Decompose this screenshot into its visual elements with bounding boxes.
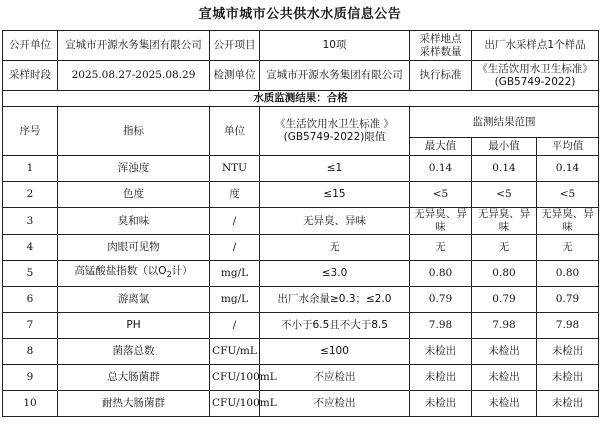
row-max: 0.14: [410, 156, 472, 182]
row-limit: ≤1: [260, 156, 410, 182]
col-limit-header: 《生活饮用水卫生标准 》 (GB5749-2022)限值: [260, 107, 410, 156]
table-row: [3, 287, 599, 313]
row-indicator-text: 高锰酸盐指数（以O: [74, 265, 167, 278]
row-max: <5: [410, 182, 472, 208]
items-label: 公开项目: [210, 31, 260, 61]
row-max: 无异臭、异味: [410, 208, 472, 235]
site-count-value: 出厂水采样点1个样品: [472, 31, 599, 61]
row-max: 未检出: [410, 365, 472, 391]
row-min: 0.14: [472, 156, 537, 182]
row-limit: 不应检出: [260, 365, 410, 391]
row-no: 2: [3, 182, 58, 208]
col-max-header: 最大值: [410, 138, 472, 156]
row-limit: ≤15: [260, 182, 410, 208]
table-row: [3, 182, 599, 208]
lab-label: 检测单位: [210, 61, 260, 91]
row-max: 无: [410, 235, 472, 261]
row-unit: NTU: [210, 156, 260, 182]
row-avg: 无异臭、异味: [537, 208, 599, 235]
table-row: [3, 208, 599, 235]
row-min: 0.80: [472, 261, 537, 287]
row-indicator: PH: [58, 313, 210, 339]
row-no: 9: [3, 365, 58, 391]
row-indicator: [58, 261, 210, 287]
row-min: 无: [472, 235, 537, 261]
row-indicator: 游离氯: [58, 287, 210, 313]
row-unit: CFU/100mL: [210, 365, 260, 391]
water-quality-table: [2, 30, 599, 417]
row-avg: 无: [537, 235, 599, 261]
row-indicator-subscript: 2: [166, 270, 172, 280]
publisher-label: 公开单位: [3, 31, 58, 61]
period-label: 采样时段: [3, 61, 58, 91]
col-avg-header: 平均值: [537, 138, 599, 156]
row-avg: 0.79: [537, 287, 599, 313]
row-limit: 出厂水余量≥0.3；≤2.0: [260, 287, 410, 313]
row-min: <5: [472, 182, 537, 208]
site-count-label: 采样地点 采样数量: [410, 31, 472, 61]
row-max: 未检出: [410, 339, 472, 365]
row-avg: 0.80: [537, 261, 599, 287]
row-indicator: 臭和味: [58, 208, 210, 235]
standard-label: 执行标准: [410, 61, 472, 91]
row-avg: 7.98: [537, 313, 599, 339]
row-unit: mg/L: [210, 261, 260, 287]
row-no: 10: [3, 391, 58, 417]
row-no: 6: [3, 287, 58, 313]
row-unit: /: [210, 313, 260, 339]
row-min: 无异臭、异味: [472, 208, 537, 235]
table-row: [3, 261, 599, 287]
row-limit: 无: [260, 235, 410, 261]
col-indicator-header: 指标: [58, 107, 210, 156]
standard-value: 《生活饮用水卫生标准》 (GB5749-2022): [472, 61, 599, 91]
result-row: [3, 91, 599, 107]
period-value: 2025.08.27-2025.08.29: [58, 61, 210, 91]
column-header-row: [3, 107, 599, 138]
items-value: 10项: [260, 31, 410, 61]
row-max: 0.79: [410, 287, 472, 313]
row-min: 未检出: [472, 365, 537, 391]
col-no-header: 序号: [3, 107, 58, 156]
row-limit: 无异臭、异味: [260, 208, 410, 235]
row-unit: 度: [210, 182, 260, 208]
row-no: 4: [3, 235, 58, 261]
row-min: 未检出: [472, 391, 537, 417]
info-row-2: [3, 61, 599, 91]
table-row: [3, 391, 599, 417]
result-title: 水质监测结果：合格: [3, 91, 599, 107]
row-unit: CFU/mL: [210, 339, 260, 365]
publisher-value: 宣城市开源水务集团有限公司: [58, 31, 210, 61]
col-min-header: 最小值: [472, 138, 537, 156]
row-min: 0.79: [472, 287, 537, 313]
row-indicator: 菌落总数: [58, 339, 210, 365]
row-unit: /: [210, 235, 260, 261]
row-avg: <5: [537, 182, 599, 208]
row-indicator-tail: 计）: [171, 265, 193, 278]
row-no: 8: [3, 339, 58, 365]
row-limit: 不小于6.5且不大于8.5: [260, 313, 410, 339]
lab-value: 宣城市开源水务集团有限公司: [260, 61, 410, 91]
row-no: 1: [3, 156, 58, 182]
row-unit: /: [210, 208, 260, 235]
col-range-header: 监测结果范围: [410, 107, 599, 138]
row-indicator: 耐热大肠菌群: [58, 391, 210, 417]
row-avg: 0.14: [537, 156, 599, 182]
row-limit: ≤3.0: [260, 261, 410, 287]
row-unit: mg/L: [210, 287, 260, 313]
page-title: 宣城市城市公共供水水质信息公告: [198, 7, 402, 22]
table-row: [3, 156, 599, 182]
row-max: 未检出: [410, 391, 472, 417]
row-min: 未检出: [472, 339, 537, 365]
row-unit: CFU/100mL: [210, 391, 260, 417]
row-indicator: 肉眼可见物: [58, 235, 210, 261]
row-no: 5: [3, 261, 58, 287]
row-avg: 未检出: [537, 339, 599, 365]
row-indicator: 总大肠菌群: [58, 365, 210, 391]
col-unit-header: 单位: [210, 107, 260, 156]
row-avg: 未检出: [537, 391, 599, 417]
row-min: 7.98: [472, 313, 537, 339]
row-no: 3: [3, 208, 58, 235]
row-max: 7.98: [410, 313, 472, 339]
row-limit: 不应检出: [260, 391, 410, 417]
info-row-1: [3, 31, 599, 61]
table-row: [3, 235, 599, 261]
row-max: 0.80: [410, 261, 472, 287]
row-avg: 未检出: [537, 365, 599, 391]
table-row: [3, 365, 599, 391]
row-indicator: 色度: [58, 182, 210, 208]
row-limit: ≤100: [260, 339, 410, 365]
table-row: [3, 313, 599, 339]
data-rows: [3, 156, 599, 417]
table-row: [3, 339, 599, 365]
row-no: 7: [3, 313, 58, 339]
row-indicator: 浑浊度: [58, 156, 210, 182]
